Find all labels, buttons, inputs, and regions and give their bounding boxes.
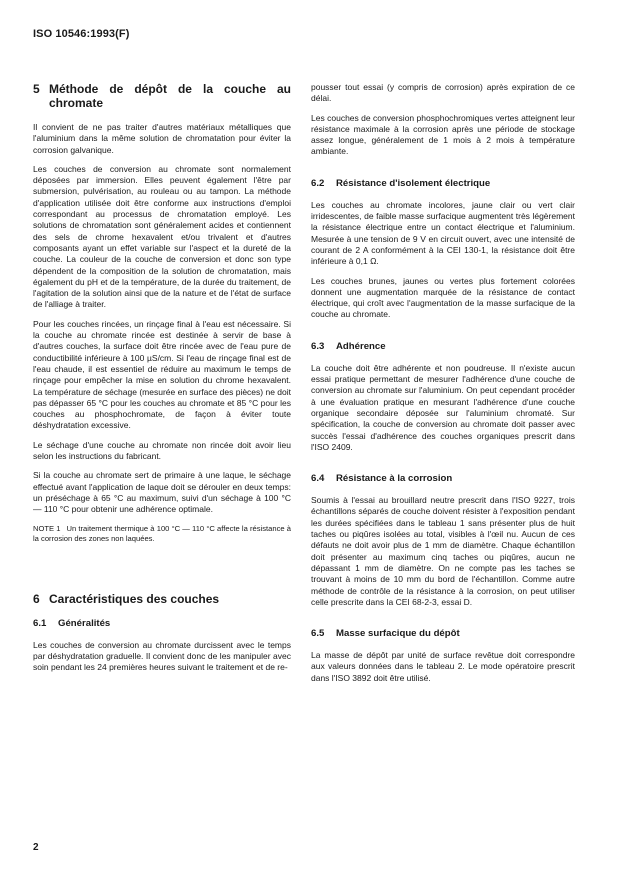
page-number: 2 — [33, 842, 39, 853]
paragraph: La couche doit être adhérente et non poudreuse. Il n'existe aucun essai pratique permettant de mesurer l'adhérence d'une couche de conversion au chromate sur l'aluminium. On peut cependant procéder à une évaluation pratique en mesurant l'adhérence d'une couche organique secondaire déposée sur l'aluminium chromaté. Sur spécification, la couche de conversion au chromate doit passer avec succès l'essai d'adhérence des couches organiques prescrit dans l'ISO 2409. — [311, 362, 575, 452]
subsection-title: Résistance à la corrosion — [336, 473, 453, 485]
subsection-number: 6.2 — [311, 177, 325, 189]
section-6-4-heading — [311, 473, 575, 485]
section-6-5-heading — [311, 628, 575, 640]
note-text: Un traitement thermique à 100 °C — 110 °C affecte la résistance à la corrosion des zones non laquées. — [33, 523, 292, 543]
section-title: Caractéristiques des couches — [49, 591, 220, 606]
paragraph: pousser tout essai (y compris de corrosion) après expiration de ce délai. — [311, 82, 575, 104]
section-6-3-heading — [311, 341, 575, 353]
subsection-number: 6.4 — [311, 473, 325, 485]
section-title: Méthode de dépôt de la couche au chromate — [49, 82, 291, 110]
subsection-number: 6.3 — [311, 340, 325, 352]
paragraph: Les couches de conversion au chromate sont normalement déposées par immersion. Elles peuvent également l'être par submersion, pulvérisation, au rouleau ou au tampon. La méthode d'application utilisée doit être conforme aux instructions d'emploi correspondant au processus de chromatation employé. Les solutions de chromatation sont généralement acides et contiennent des sels de chrome hexavalent et/ou trivalent et d'autres composants ayant un effet variable sur l'aspect et la dureté de la couche. La couleur de la couche de conversion et donc son type dépendent de la composition de la solution de chromatation, mais également du pH et de la température, de la durée du traitement, de l'agitation de la solution ainsi que de la nature et de l'état de surface de l'alliage à traiter. — [33, 163, 291, 310]
right-column — [311, 82, 575, 692]
subsection-number: 6.1 — [33, 617, 47, 629]
paragraph: Les couches de conversion au chromate durcissent avec le temps par déshydratation graduelle. Il convient donc de les manipuler avec soin pendant les 24 premières heures suivant le traitement et de re- — [33, 639, 291, 673]
paragraph: Les couches de conversion phosphochromiques vertes atteignent leur résistance maximale à la corrosion après une période de stockage assez longue, généralement de 1 mois à 2 mois à température ambiante. — [311, 112, 575, 157]
section-5-heading — [33, 82, 291, 110]
paragraph: Il convient de ne pas traiter d'autres matériaux métalliques que l'aluminium dans la même solution de chromatation pour éviter la corrosion galvanique. — [33, 122, 291, 155]
paragraph: Les couches brunes, jaunes ou vertes plus fortement colorées donnent une augmentation marquée de la résistance de contact électrique, qui croît avec l'augmentation de la masse surfacique de la couche au chromate. — [311, 275, 575, 320]
section-number: 5 — [33, 82, 40, 96]
section-6-2-heading — [311, 178, 575, 190]
note — [33, 524, 291, 544]
section-6-heading — [33, 592, 291, 606]
paragraph: Pour les couches rincées, un rinçage final à l'eau est nécessaire. Si la couche au chromate rincée est destinée à servir de base à d'autres couches, la surface doit être rincée avec de l'eau pure de conductibilité inférieure à 100 µS/cm. Si l'eau de rinçage final est de l'eau chaude, il est essentiel de réduire au maximum le temps de rinçage pour empêcher la mise en solution du chrome hexavalent. La température de séchage (mesurée en surface des pièces) ne doit pas dépasser 65 °C pour les couches au chromate et 85 °C pour les couches au phosphochromate, de façon à éviter toute déshydratation excessive. — [33, 318, 291, 431]
paragraph: Si la couche au chromate sert de primaire à une laque, le séchage effectué avant l'application de laque doit se dérouler en deux temps: un préséchage à 65 °C au maximum, suivi d'un séchage à 100 °C — 110 °C pour obtenir une adhérence optimale. — [33, 470, 291, 515]
subsection-title: Généralités — [58, 617, 111, 629]
section-6-1-heading — [33, 618, 291, 630]
paragraph: Le séchage d'une couche au chromate non rincée doit avoir lieu selon les instructions du fabricant. — [33, 439, 291, 462]
paragraph: La masse de dépôt par unité de surface revêtue doit correspondre aux valeurs données dans le tableau 2. Le mode opératoire prescrit dans l'ISO 3892 doit être utilisé. — [311, 650, 575, 683]
note-label: NOTE 1 — [33, 523, 61, 533]
paragraph: Les couches au chromate incolores, jaune clair ou vert clair irridescentes, de faible masse surfacique augmentent très légèrement la résistance électrique entre un contact électrique et l'aluminium. Mesurée à une tension de 9 V en circuit ouvert, avec une intensité de courant de 2 A conformément à la CEI 130-1, la résistance doit être inférieure à 0,1 Ω. — [311, 199, 575, 267]
subsection-number: 6.5 — [311, 628, 325, 640]
subsection-title: Résistance d'isolement électrique — [336, 177, 491, 189]
standard-id: ISO 10546:1993(F) — [33, 28, 130, 40]
subsection-title: Adhérence — [336, 340, 386, 352]
left-column — [33, 82, 291, 681]
subsection-title: Masse surfacique du dépôt — [336, 628, 460, 640]
paragraph: Soumis à l'essai au brouillard neutre prescrit dans l'ISO 9227, trois échantillons séparés de couche doivent résister à l'exposition pendant les durées spécifiées dans le tableau 1 sans présenter plus de huit taches ou piqûres isolées au total, visibles à l'œil nu. Aucun de ces défauts ne doit avoir plus de 1 mm de diamètre. Chaque échantillon doit présenter au maximum cinq taches ou piqûres, aucun ne dépassant 1 mm de diamètre. On ne compte pas les taches se trouvant à moins de 10 mm du bord de l'échantillon. Comme autre méthode de contrôle de la résistance à la corrosion, on peut utiliser celle prescrite dans la CEI 68-2-3, essai D. — [311, 495, 575, 607]
section-number: 6 — [33, 591, 40, 606]
